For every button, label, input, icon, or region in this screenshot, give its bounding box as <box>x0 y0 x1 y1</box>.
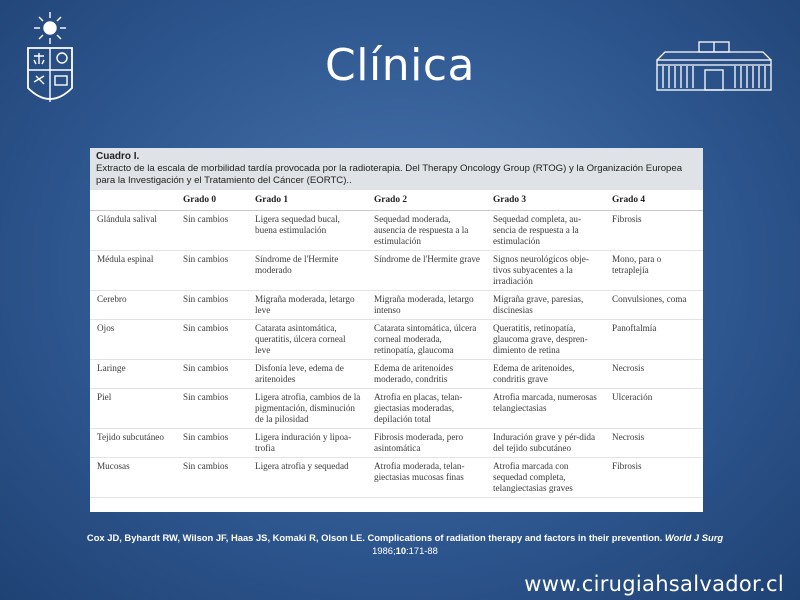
column-header: Grado 3 <box>486 190 605 211</box>
table-header-row <box>90 190 703 211</box>
table-cell: Sequedad moderada, ausencia de respuesta a la estimulación <box>367 211 486 251</box>
table-cell: Disfonía leve, edema de aritenoides <box>248 360 367 389</box>
table-cell: Mono, para o tetraplejía <box>605 251 703 291</box>
row-header-cell: Laringe <box>90 360 176 389</box>
row-header-cell: Médula espinal <box>90 251 176 291</box>
table-cell: Atrofia marcada con sequedad completa, telangiectasias graves <box>486 458 605 498</box>
table-cell: Sin cambios <box>176 211 248 251</box>
citation-volume: 10 <box>395 545 407 556</box>
table-cell: Sin cambios <box>176 320 248 360</box>
table-cell: Síndrome de l'Hermite moderado <box>248 251 367 291</box>
hospital-building-icon <box>655 40 773 92</box>
table-label: Cuadro I. <box>96 151 140 162</box>
table-cell: Síndrome de l'Hermite grave <box>367 251 486 291</box>
column-header <box>90 190 176 211</box>
table-cell: Migraña moderada, letargo leve <box>248 291 367 320</box>
row-header-cell: Cerebro <box>90 291 176 320</box>
table-cell: Necrosis <box>605 429 703 458</box>
table-cell: Sin cambios <box>176 360 248 389</box>
citation-pages: :171-88 <box>406 545 438 556</box>
slide-title: Clínica <box>325 40 475 91</box>
table-row <box>90 291 703 320</box>
row-header-cell: Glándula salival <box>90 211 176 251</box>
row-header-cell: Piel <box>90 389 176 429</box>
table-cell: Panoftalmía <box>605 320 703 360</box>
table-cell: Catarata asintomática, queratitis, úlcera corneal leve <box>248 320 367 360</box>
website-url: www.cirugiahsalvador.cl <box>524 572 784 596</box>
column-header: Grado 4 <box>605 190 703 211</box>
table-caption <box>90 148 703 190</box>
table-cell: Fibrosis <box>605 211 703 251</box>
table-cell: Sin cambios <box>176 251 248 291</box>
table-row <box>90 251 703 291</box>
table-cell: Ligera induración y lipoa-trofia <box>248 429 367 458</box>
row-header-cell: Tejido subcutáneo <box>90 429 176 458</box>
table-cell: Queratitis, retinopatía, glaucoma grave, despren-dimiento de retina <box>486 320 605 360</box>
table-row <box>90 211 703 251</box>
table-cell: Atrofia en placas, telan-giectasias moderadas, depilación total <box>367 389 486 429</box>
citation-journal: World J Surg <box>664 532 724 543</box>
radiotherapy-morbidity-table-card <box>90 148 703 512</box>
table-cell: Sequedad completa, au-sencia de respuesta a la estimulación <box>486 211 605 251</box>
table-row <box>90 389 703 429</box>
table-cell: Convulsiones, coma <box>605 291 703 320</box>
table-cell: Migraña grave, paresias, discinesias <box>486 291 605 320</box>
citation-year: 1986; <box>372 545 396 556</box>
citation <box>70 531 740 557</box>
table-cell: Catarata sintomática, úlcera corneal moderada, retinopatía, glaucoma <box>367 320 486 360</box>
table-cell: Fibrosis moderada, pero asintomática <box>367 429 486 458</box>
table-cell: Ligera sequedad bucal, buena estimulación <box>248 211 367 251</box>
table-row <box>90 320 703 360</box>
column-header: Grado 0 <box>176 190 248 211</box>
table-cell: Ulceración <box>605 389 703 429</box>
table-cell: Edema de aritenoides, condritis grave <box>486 360 605 389</box>
table-cell: Sin cambios <box>176 458 248 498</box>
table-cell: Edema de aritenoides moderado, condritis <box>367 360 486 389</box>
table-row <box>90 458 703 498</box>
table-caption-text: Extracto de la escala de morbilidad tardía provocada por la radioterapia. Del Therapy Oncology Group (RTOG) y la Organización Europea para la Investigación y el Tratamiento del Cáncer (EORTC).. <box>96 163 683 186</box>
table-cell: Necrosis <box>605 360 703 389</box>
table-cell: Ligera atrofia y sequedad <box>248 458 367 498</box>
table-row <box>90 429 703 458</box>
table-cell: Atrofia moderada, telan-giectasias mucosas finas <box>367 458 486 498</box>
table-cell: Fibrosis <box>605 458 703 498</box>
table-row <box>90 360 703 389</box>
citation-authors-title: Cox JD, Byhardt RW, Wilson JF, Haas JS, Komaki R, Olson LE. Complications of radiation therapy and factors in their prevention. <box>86 532 663 543</box>
table-cell: Sin cambios <box>176 429 248 458</box>
table-cell: Sin cambios <box>176 291 248 320</box>
table-cell: Atrofia marcada, numerosas telangiectasias <box>486 389 605 429</box>
column-header: Grado 1 <box>248 190 367 211</box>
row-header-cell: Ojos <box>90 320 176 360</box>
table-cell: Induración grave y pér-dida del tejido subcutáneo <box>486 429 605 458</box>
table-cell: Ligera atrofia, cambios de la pigmentación, disminución de la pilosidad <box>248 389 367 429</box>
table-cell: Migraña moderada, letargo intenso <box>367 291 486 320</box>
row-header-cell: Mucosas <box>90 458 176 498</box>
table-cell: Signos neurológicos obje-tivos subyacentes a la irradiación <box>486 251 605 291</box>
grades-table <box>90 190 703 498</box>
column-header: Grado 2 <box>367 190 486 211</box>
table-cell: Sin cambios <box>176 389 248 429</box>
